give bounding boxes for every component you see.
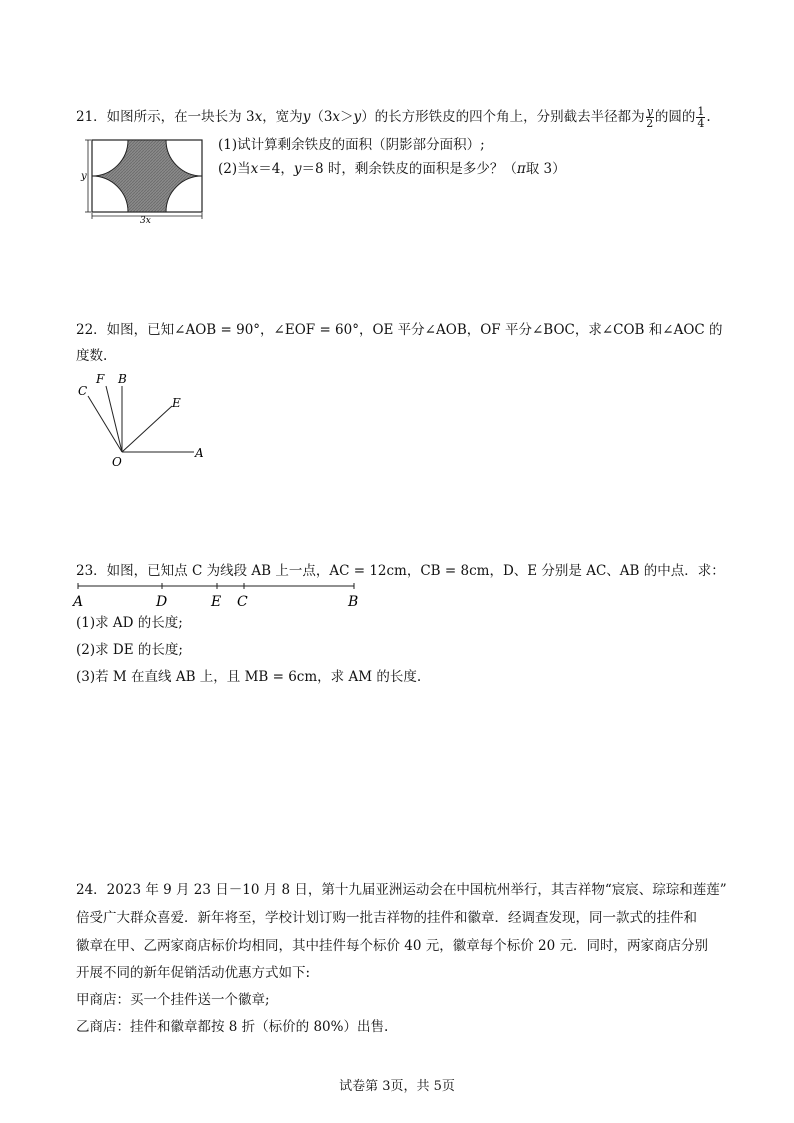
q22-line1: 22．如图，已知∠AOB = 90°，∠EOF = 60°，OE 平分∠AOB，OF 平分∠BOC，求∠COB 和∠AOC 的 bbox=[76, 322, 723, 338]
label-A: A bbox=[195, 446, 204, 460]
label-D: D bbox=[156, 594, 168, 610]
label-A: A bbox=[73, 594, 84, 610]
q23-figure bbox=[70, 582, 370, 610]
label-C: C bbox=[78, 384, 88, 398]
page-footer: 试卷第 3页，共 5页 bbox=[339, 1079, 455, 1094]
q24-line4: 开展不同的新年促销活动优惠方式如下: bbox=[76, 965, 311, 981]
q24-line3: 徽章在甲、乙两家商店标价均相同，其中挂件每个标价 40 元，徽章每个标价 20 元．同时，两家商店分别 bbox=[76, 938, 709, 954]
q22-line2: 度数. bbox=[76, 348, 108, 364]
q21-part1: (1)试计算剩余铁皮的面积（阴影部分面积）; bbox=[218, 137, 485, 153]
q21-figure bbox=[78, 132, 212, 224]
q22-figure bbox=[70, 368, 220, 468]
label-F: F bbox=[96, 372, 105, 386]
label-O: O bbox=[112, 455, 122, 468]
label-E: E bbox=[211, 594, 222, 610]
label-B: B bbox=[348, 594, 359, 610]
ray-OF bbox=[106, 386, 122, 452]
q23-line1: 23．如图，已知点 C 为线段 AB 上一点，AC = 12cm，CB = 8cm，D、E 分别是 AC、AB 的中点．求： bbox=[76, 563, 725, 579]
fraction-quarter: $\frac{1}{4}$ bbox=[697, 105, 705, 130]
q24-line6: 乙商店：挂件和徽章都按 8 折（标价的 80%）出售. bbox=[76, 1019, 389, 1035]
q24-line1: 24．2023 年 9 月 23 日－10 月 8 日，第十九届亚洲运动会在中国杭州举行，其吉祥物“宸宸、琮琮和莲莲” bbox=[76, 882, 727, 898]
q21-part2: (2)当x＝4，y＝8 时，剩余铁皮的面积是多少？（π取 3） bbox=[218, 161, 566, 177]
q23-part2: (2)求 DE 的长度; bbox=[76, 642, 183, 658]
label-y: y bbox=[81, 171, 87, 182]
label-3x: 3x bbox=[140, 216, 151, 224]
label-C: C bbox=[237, 594, 248, 610]
q21-line1: 21．如图所示，在一块长为 3x，宽为y（3x＞y）的长方形铁皮的四个角上，分别截去半径都为 $\frac{y}{2}$ 的圆的 $\frac{1}{4}$ . bbox=[76, 105, 711, 130]
q23-part1: (1)求 AD 的长度; bbox=[76, 615, 183, 631]
q24-line2: 倍受广大群众喜爱．新年将至，学校计划订购一批吉祥物的挂件和徽章．经调查发现，同一款式的挂件和 bbox=[76, 910, 697, 926]
fraction-radius: $\frac{y}{2}$ bbox=[646, 105, 654, 130]
label-B: B bbox=[118, 372, 127, 386]
ray-OC bbox=[88, 396, 122, 452]
label-E: E bbox=[172, 396, 181, 410]
q24-line5: 甲商店：买一个挂件送一个徽章; bbox=[76, 992, 270, 1008]
ray-OE bbox=[122, 406, 172, 452]
q23-part3: (3)若 M 在直线 AB 上，且 MB = 6cm，求 AM 的长度. bbox=[76, 669, 422, 685]
